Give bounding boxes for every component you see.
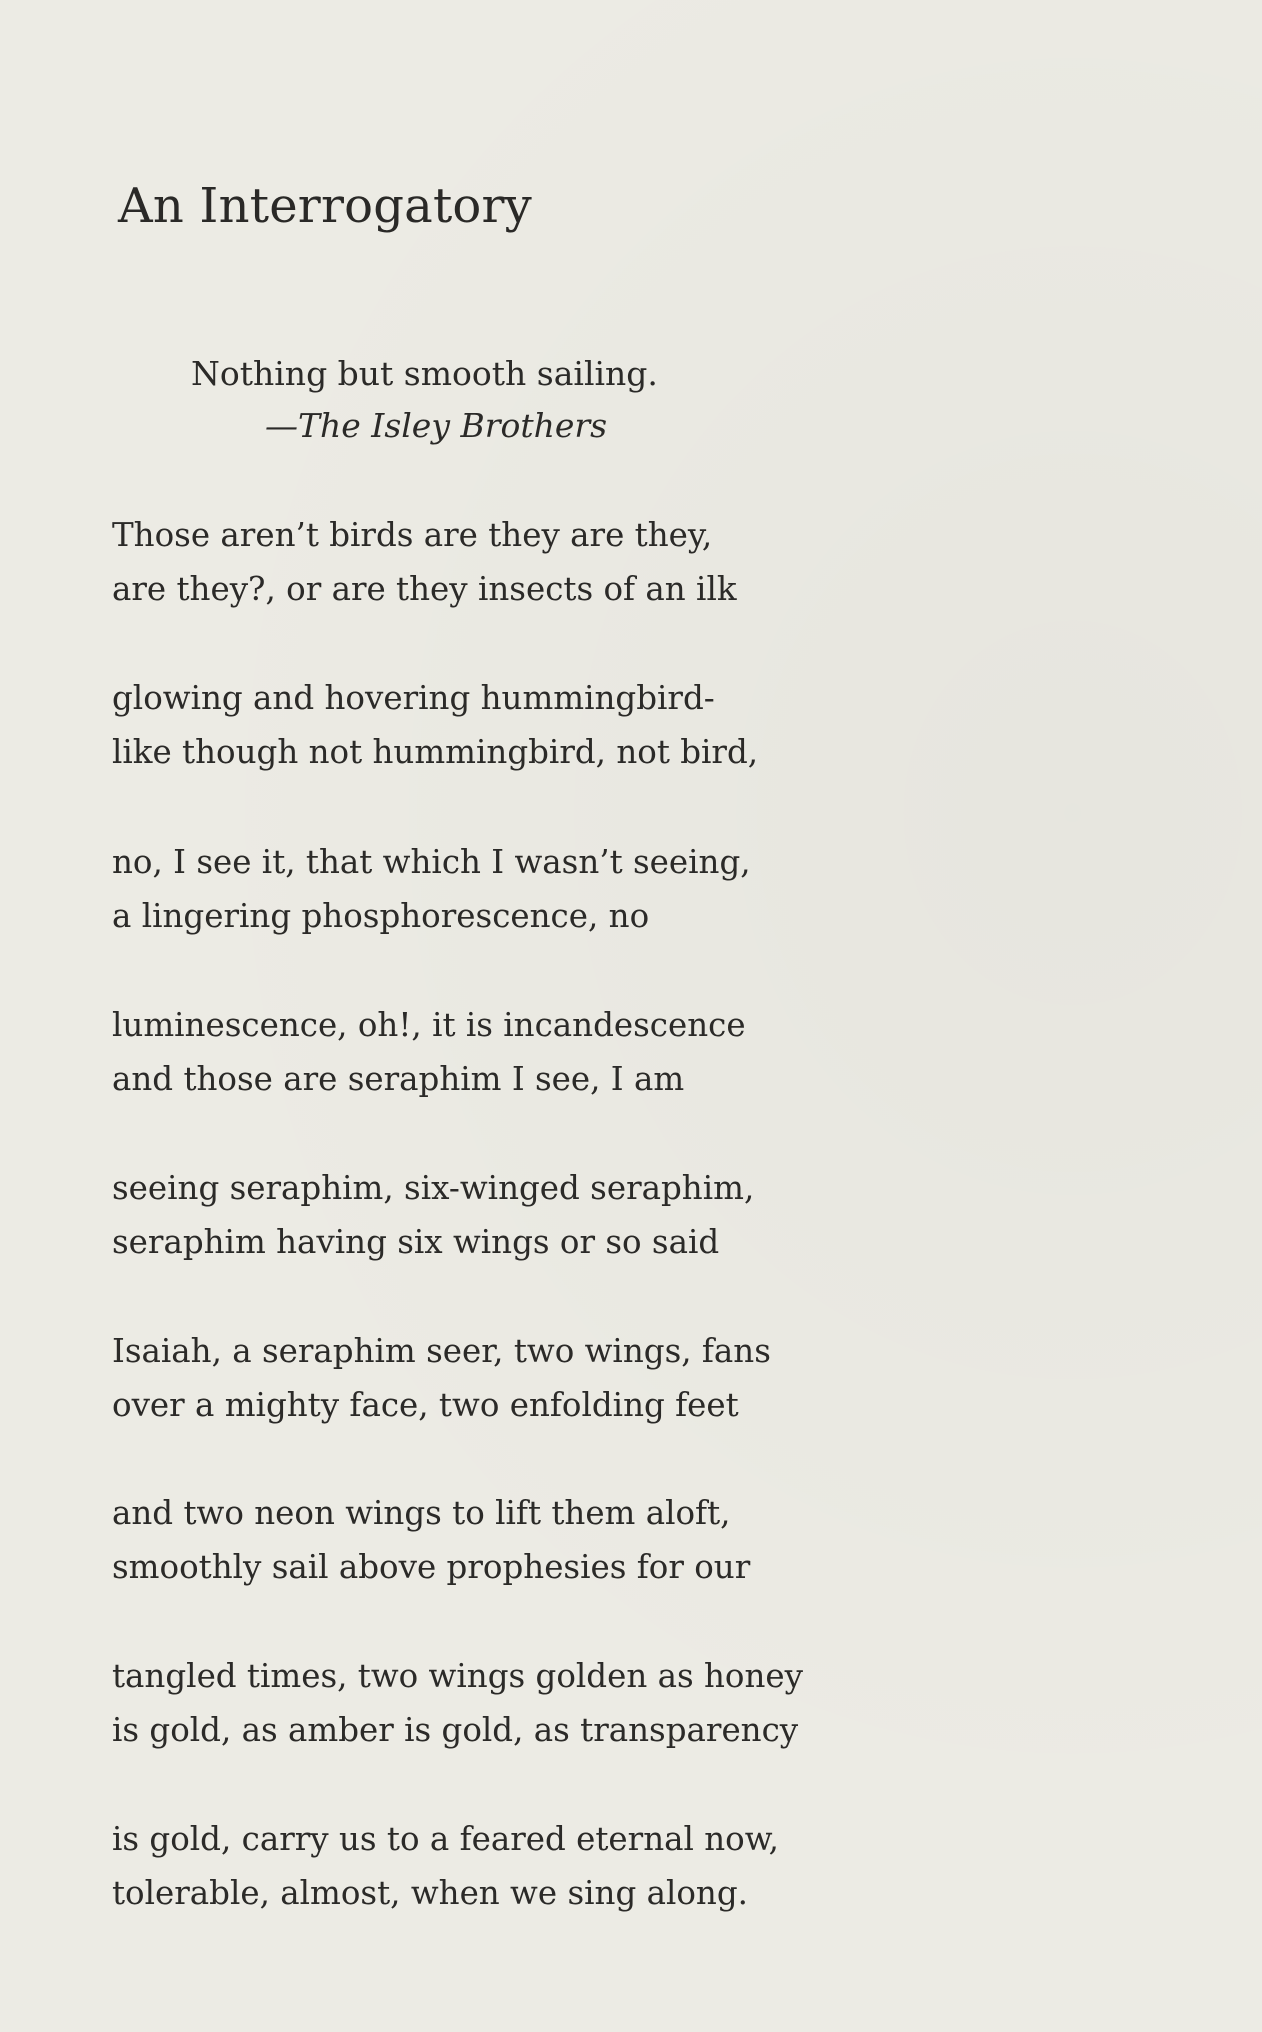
poem-line: and those are seraphim I see, I am [112,1060,685,1098]
poem-title: An Interrogatory [118,178,532,234]
poem-line: luminescence, oh!, it is incandescence [112,1006,746,1044]
stanza-2 [112,671,832,779]
stanza-4 [112,998,832,1106]
stanza-1 [112,508,832,616]
poem-line: seeing seraphim, six-winged seraphim, [112,1169,755,1207]
poem-line: are they?, or are they insects of an ilk [112,570,737,608]
stanza-6 [112,1324,832,1432]
poem-line: smoothly sail above prophesies for our [112,1548,751,1586]
poem-line: and two neon wings to lift them aloft, [112,1494,731,1532]
stanza-9 [112,1812,832,1920]
poem-line: is gold, carry us to a feared eternal now, [112,1820,780,1858]
poem-line: tangled times, two wings golden as honey [112,1657,803,1695]
poem-line: like though not hummingbird, not bird, [112,733,759,771]
poem-line: Those aren’t birds are they are they, [112,516,713,554]
poem-line: over a mighty face, two enfolding feet [112,1386,739,1424]
epigraph-attribution: —The Isley Brothers [265,406,608,445]
stanza-8 [112,1649,832,1757]
poem-line: no, I see it, that which I wasn’t seeing, [112,843,751,881]
poem-line: a lingering phosphorescence, no [112,897,650,935]
poem-line: Isaiah, a seraphim seer, two wings, fans [112,1332,771,1370]
stanza-5 [112,1161,832,1269]
stanza-7 [112,1486,832,1594]
stanza-3 [112,835,832,943]
poem-line: is gold, as amber is gold, as transparency [112,1711,799,1749]
epigraph-text: Nothing but smooth sailing. [191,354,658,393]
poem-line: seraphim having six wings or so said [112,1223,720,1261]
poem-line: tolerable, almost, when we sing along. [112,1874,748,1912]
poem-line: glowing and hovering hummingbird- [112,679,715,717]
